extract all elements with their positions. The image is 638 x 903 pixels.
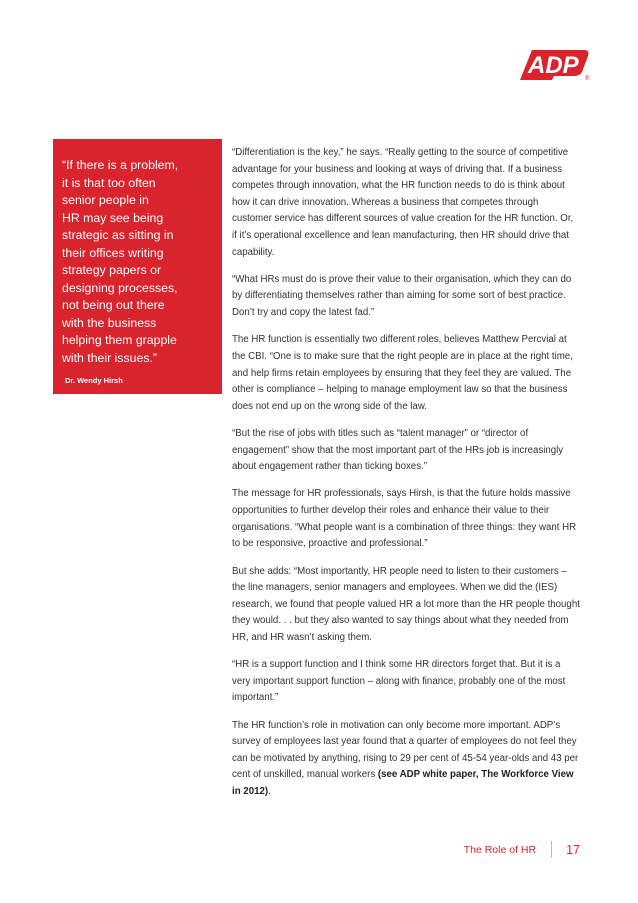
paragraph-2: “What HRs must do is prove their value to their organisation, which they can do by differentiating themselves rather than aiming for some sort of best practice. Don’t try and copy the latest fad.” (232, 273, 572, 319)
paragraph-5: The message for HR professionals, says Hirsh, is that the future holds massive opportunities to further develop their roles and enhance their value to their organisations. “What people want is a combination of three things: they want HR to be responsive, proactive and professional.” (232, 488, 577, 550)
paragraph-8-end: . (268, 786, 271, 797)
adp-logo (514, 46, 592, 84)
page-number: 17 (566, 842, 580, 857)
paragraph-1: “Differentiation is the key,” he says. “Really getting to the source of competitive advantage for your business and looking at ways of driving that. If a business competes through innovation, what the HR function needs to do is think about how it can drive innovation. Whereas a business that competes through customer service has different sources of value creation for the HR function. Or, if it’s operational excellence and lean manufacturing, then HR should drive that capability. (232, 147, 574, 258)
pull-quote-author: Dr. Wendy Hirsh (65, 376, 123, 385)
paragraph-3: The HR function is essentially two different roles, believes Matthew Percvial at the CBI. “One is to make sure that the right people are in place at the right time, and help firms retain employees by ensuring that they feel they are valued. The other is compliance – helping to manage employment law so that the business does not end up on the wrong side of the law. (232, 334, 573, 412)
paragraph-8-text: The HR function’s role in motivation can only become more important. ADP’s survey of employees last year found that a quarter of employees do not feel they can be motivated by anything, rising to 29 per cent of 45-54 year-olds and 43 per cent of unskilled, manual workers (232, 719, 579, 781)
paragraph-7: “HR is a support function and I think some HR directors forget that. But it is a very important support function – along with finance, probably one of the most important.” (232, 659, 566, 704)
paragraph-4: “But the rise of jobs with titles such as “talent manager” or “director of engagement” show that the most important part of the HRs job is increasingly about engagement rather than ticking boxes.” (232, 427, 564, 473)
article-body (232, 145, 580, 811)
paragraph-6: But she adds: “Most importantly, HR people need to listen to their customers – the line managers, senior managers and employees. When we did the (IES) research, we found that people valued HR a lot more than the HR people thought they would. . . but they also wanted to say things about what they needed from HR, and HR wasn’t asking them. (232, 565, 580, 643)
pull-quote-text: “If there is a problem, it is that too often senior people in HR may see being strategic as sitting in their offices writing strategy papers or designing processes, not being out there with the business helping them grapple with their issues.” (62, 158, 179, 365)
adp-logo-mark (514, 46, 592, 84)
registered-mark: ® (585, 76, 590, 82)
pull-quote-box (53, 139, 222, 394)
footer-section-title: The Role of HR (463, 843, 537, 856)
paragraph-8 (232, 718, 580, 801)
adp-logo-text: ADP (528, 52, 579, 79)
footer-divider (551, 841, 552, 858)
white-paper-reference: (see ADP white paper, The Workforce View in 2012) (232, 769, 574, 797)
page-footer (464, 841, 580, 858)
